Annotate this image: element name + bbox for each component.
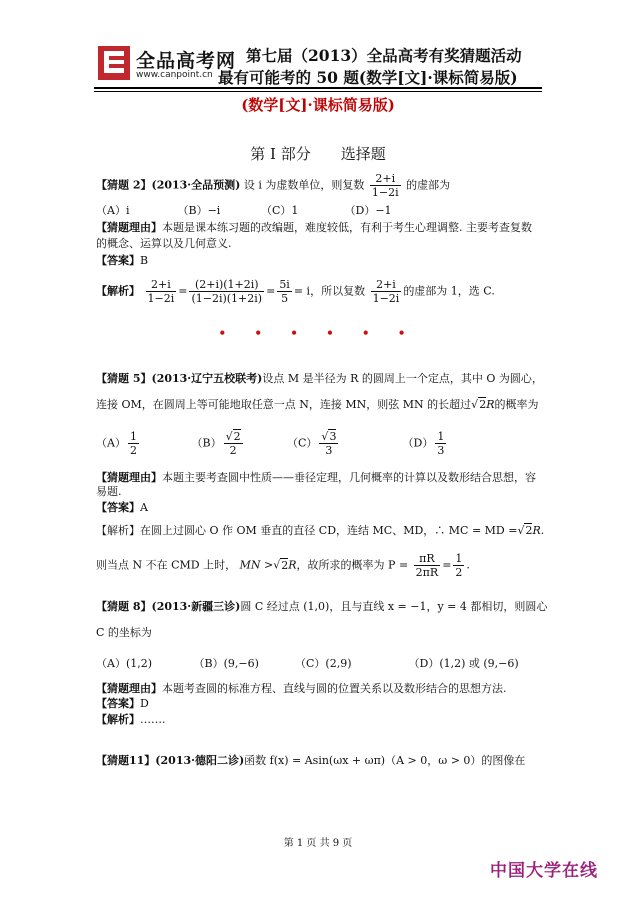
q2-a-frac3	[277, 278, 292, 305]
logo-text: 全品高考网	[136, 50, 237, 72]
q5-an-frac1-den: 2πR	[415, 566, 439, 579]
q2-reason-1: 本题是课本练习题的改编题，难度较低，有利于考生心理调整. 主要考查复数	[162, 221, 532, 234]
q5-an-1: 在圆上过圆心 O 作 OM 垂直的直径 CD，连结 MC、MD，∴ MC = MD =	[140, 524, 518, 537]
q5-option-a-label: （A）	[96, 436, 126, 450]
q5-an-end: .	[466, 558, 470, 572]
q5-reason-1: 本题主要考查圆中性质——垂径定理，几何概率的计算以及数形结合思想，容	[162, 471, 536, 484]
q8-option-a: （A）(1,2)	[96, 657, 153, 670]
q2-analysis-tag: 【解析】	[96, 284, 140, 298]
q5-option-d	[403, 430, 449, 457]
canpoint-logo-icon	[96, 44, 132, 82]
q5-stem-2-R: R	[486, 398, 495, 411]
q8-analysis	[96, 713, 166, 727]
q8-analysis-text: …….	[140, 713, 166, 726]
q5-option-d-label: （D）	[402, 436, 434, 450]
q2-a-frac1	[146, 278, 177, 305]
q5-option-a-num: 1	[129, 430, 137, 443]
q5-an-eq: =	[442, 558, 452, 572]
q8-options	[96, 657, 519, 671]
q2-a-mid: ，所以复数	[310, 284, 366, 298]
q8-answer	[96, 697, 149, 711]
q5-option-c-den: 3	[325, 444, 333, 457]
q5-an-2-R: R	[288, 558, 297, 572]
q5-reason-2: 易题.	[96, 485, 122, 498]
q2-reason	[96, 221, 532, 235]
q2-option-d: （D）−1	[344, 204, 392, 217]
q2-reason-tag: 【猜题理由】	[96, 221, 162, 234]
q5-reason	[96, 471, 536, 485]
q2-stem-end: 的虚部为	[406, 178, 451, 192]
q5-option-b-num: 2	[233, 430, 241, 443]
q5-stem-1	[96, 372, 543, 386]
q2-analysis: 【解析】 $\frac{2+i}{1-2i}$ = $\frac{(2+i)(1+2i)}{(1-2i)(1+2i)}$ = $\frac{5i}{5}$ = i，所以复数 $\frac{2+i}{1-2i}$ 的虚部为 1，选 C.	[96, 278, 495, 305]
q5-option-b-label: （B）	[191, 436, 222, 450]
q5-option-d-num: 1	[437, 430, 445, 443]
q2-option-a: （A）i	[96, 204, 130, 217]
q2-stem	[96, 172, 450, 199]
q5-stem-2: 连接 OM，在圆周上等可能地取任意一点 N，连接 MN，则弦 MN 的长超过√2R的概率为	[96, 398, 539, 411]
q5-answer-tag: 【答案】	[96, 501, 140, 514]
q8-analysis-tag: 【解析】	[96, 713, 140, 726]
q11-tag: 【猜题11】(2013·德阳二诊)	[96, 754, 245, 767]
q5-stem-2-root: 2	[479, 398, 487, 411]
q2-stem-text: 设 i 为虚数单位，则复数	[243, 178, 365, 192]
q5-option-b: （B） $\frac{√2}{2}$	[191, 430, 241, 457]
q2-options	[96, 204, 392, 218]
q5-option-a-den: 2	[129, 444, 137, 457]
q5-an-1-R: R.	[532, 524, 545, 537]
q2-a-frac4	[371, 278, 402, 305]
q2-a-frac2	[189, 278, 264, 305]
q8-option-b: （B）(9,−6)	[193, 657, 259, 670]
q5-an-2a: 则当点 N 不在 CMD 上时，	[96, 558, 237, 572]
q2-a-frac1-num: 2+i	[146, 278, 177, 292]
q8-reason-tag: 【猜题理由】	[96, 682, 162, 695]
q5-an-frac1-num: πR	[414, 552, 441, 566]
q8-reason	[96, 682, 507, 696]
q2-a-frac4-den: 1−2i	[372, 292, 400, 305]
q11-stem-text: 函数 f(x) = Asin(ωx + ωπ)（A > 0，ω > 0）的图像在	[244, 754, 526, 767]
q2-a-frac1-den: 1−2i	[147, 292, 175, 305]
q2-answer-tag: 【答案】	[96, 254, 140, 267]
q5-tag: 【猜题 5】(2013·辽宁五校联考)	[96, 372, 263, 385]
q8-answer-tag: 【答案】	[96, 697, 140, 710]
q5-option-a	[96, 430, 188, 457]
q5-an-1-root: 2	[525, 524, 533, 537]
q5-option-c: （C） $\frac{√3}{3}$	[287, 430, 337, 457]
q5-option-c-num: 3	[329, 430, 337, 443]
header-rule-thin	[94, 91, 542, 92]
q2-frac-num: 2+i	[370, 172, 401, 186]
section-title: 第 I 部分 选择题	[250, 145, 386, 163]
q2-a-eq-end: = i	[293, 284, 311, 298]
q8-stem-1-text: 圆 C 经过点 (1,0)，且与直线 x = −1，y = 4 都相切，则圆心	[240, 600, 548, 613]
q8-option-c: （C）(2,9)	[295, 657, 352, 670]
q2-fraction	[370, 172, 401, 199]
watermark: 中国大学在线	[490, 861, 598, 881]
q2-a-frac4-num: 2+i	[371, 278, 402, 292]
q2-answer	[96, 254, 148, 268]
q2-reason-2: 的概念、运算以及几何意义.	[96, 237, 232, 250]
q5-answer-value: A	[140, 501, 148, 514]
q5-an-frac2	[453, 552, 464, 579]
q8-stem-1	[96, 600, 547, 614]
q5-option-c-label: （C）	[287, 436, 318, 450]
q5-option-b-den: 2	[229, 444, 237, 457]
q5-options	[96, 430, 448, 457]
q2-a-frac3-den: 5	[281, 292, 289, 305]
q5-analysis-1: 【解析】在圆上过圆心 O 作 OM 垂直的直径 CD，连结 MC、MD，∴ MC = MD =√2R.	[96, 524, 545, 537]
q2-tag: 【猜题 2】(2013·全品预测)	[96, 178, 241, 192]
q2-frac-den: 1−2i	[371, 186, 399, 199]
q5-analysis-2: 则当点 N 不在 CMD 上时， MN >√2R，故所求的概率为 P = $\frac{\pi R}{2\pi R}$ = $\frac{1}{2}$ .	[96, 552, 470, 579]
q5-analysis-tag: 【解析】	[96, 524, 140, 537]
logo-url: www.canpoint.cn	[136, 70, 213, 80]
q5-stem-2b: 的概率为	[494, 398, 539, 411]
q8-answer-value: D	[140, 697, 149, 710]
q2-option-c: （C）1	[261, 204, 299, 217]
q2-a-frac3-num: 5i	[279, 278, 290, 291]
q5-an-2-ineq: MN >	[239, 558, 274, 572]
q5-an-frac2-num: 1	[455, 552, 463, 565]
q8-option-d: （D）(1,2) 或 (9,−6)	[408, 657, 519, 670]
header-rule	[94, 87, 542, 89]
q11-stem	[96, 754, 525, 768]
q5-stem-1-text: 设点 M 是半径为 R 的圆周上一个定点，其中 O 为圆心，	[262, 372, 543, 385]
q2-answer-value: B	[140, 254, 149, 267]
q5-an-2-root: 2	[281, 558, 289, 572]
q8-reason-text: 本题考查圆的标准方程、直线与圆的位置关系以及数形结合的思想方法.	[162, 682, 507, 695]
q2-a-end: 的虚部为 1，选 C.	[403, 284, 495, 298]
q5-stem-2a: 连接 OM，在圆周上等可能地取任意一点 N，连接 MN，则弦 MN 的长超过	[96, 398, 472, 411]
q5-option-d-den: 3	[437, 444, 445, 457]
q8-tag: 【猜题 8】(2013·新疆三诊)	[96, 600, 241, 613]
q2-option-b: （B）−i	[177, 204, 221, 217]
separator-dots: • • • • • •	[218, 326, 418, 340]
q5-reason-tag: 【猜题理由】	[96, 471, 162, 484]
page-footer: 第 1 页 共 9 页	[283, 838, 353, 849]
q5-an-frac1	[414, 552, 441, 579]
q8-stem-2: C 的坐标为	[96, 626, 152, 639]
header-title-line1: 第七届（2013）全品高考有奖猜题活动	[246, 46, 522, 65]
q5-an-frac2-den: 2	[455, 566, 463, 579]
header-title-line2: 最有可能考的 50 题(数学[文]·课标简易版)	[218, 68, 518, 87]
q2-a-frac2-num: (2+i)(1+2i)	[189, 278, 264, 292]
subtitle: (数学[文]·课标简易版)	[241, 96, 395, 114]
q5-an-2b: ，故所求的概率为 P =	[296, 558, 409, 572]
q5-answer	[96, 501, 148, 515]
q2-a-frac2-den: (1−2i)(1+2i)	[191, 292, 263, 305]
